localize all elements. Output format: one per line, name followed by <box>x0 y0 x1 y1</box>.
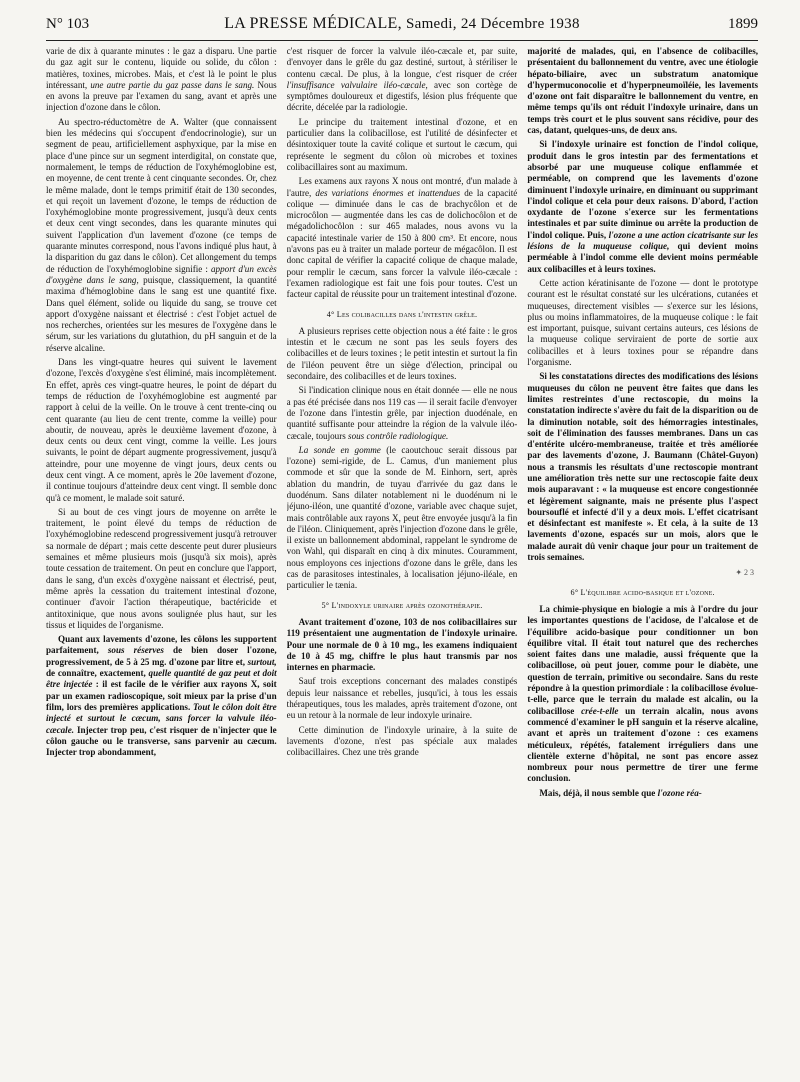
printer-mark: ✦ 2 3 <box>735 568 755 578</box>
section-heading: 6° L'équilibre acido-basique et l'ozone. <box>570 587 715 597</box>
issue-date: Samedi, 24 Décembre 1938 <box>405 16 580 32</box>
paragraph: La sonde en gomme (le caoutchouc serait dissous par l'ozone) semi-rigide, de L. Camus, d'un maniement plus commode et sûr que la sonde de M. Einhorn, sert, après ablation du mandrin, de tuyau d'arrivée du gaz dans le duodénum. Sans dilater notablement ni le duodénum ni le jéjuno-iléon, une quantité d'ozone, variable avec chaque sujet, mais contrôlable aux rayons X, peut être envoyée jusqu'à la fin de l'iléon. Cliniquement, après l'injection d'ozone dans le grêle, il existe un ballonnement abdominal, rappelant le syndrome de von Wahl, qui disparaît en cinq à dix minutes. Couramment, nous employons ces injections d'ozone dans le grêle, dans les cas de parasitoses intestinales, à localisation jéjuno-iléale, en particulier le tænia. <box>286 444 518 591</box>
paragraph: Cette diminution de l'indoxyle urinaire, à la suite de lavements d'ozone, n'est pas spéciale aux malades colibacillaires. Chez une très grande <box>286 724 518 758</box>
paragraph: Si les constatations directes des modifications des lésions muqueuses du côlon ne peuvent être faites que dans les limites restreintes d'une rectoscopie, du moins la constatation indirecte s'avère du fait de la disparition ou de la diminution notable, soit des hémorragies intestinales, soit de l'élimination des fausses membranes. Dans un cas d'entérite ulcéro-membraneuse, traitée et très améliorée par des lavements d'ozone, J. Baumann (Châtel-Guyon) nous a transmis les résultats d'une rectoscopie montrant une amélioration très nette sur une rectoscopie faite deux mois auparavant : « la muqueuse est encore congestionnée et légèrement saignante, mais ne présente plus l'aspect boursouflé et infecté d'il y a deux mois. L'effet cicatrisant et désinfectant est manifeste ». Et cela, à la suite de 13 lavements d'ozone, espacés sur un mois, alors que le malade aurait dû venir chaque jour pour un traitement de trois semaines. <box>527 371 759 563</box>
paragraph: Mais, déjà, il nous semble que l'ozone réa- <box>539 787 702 798</box>
paragraph: Au spectro-réductomètre de A. Walter (que connaissent bien les médecins qui s'occupent d'endocrinologie), sur un segment de peau, artificiellement asphyxique, par la mise en place d'une pince sur un segment interdigital, on constate que, normalement, le temps de réduction de l'oxyhémoglobine est, en moyenne, de cent trente à cent cinquante secondes. Or, chez le même malade, dont le temps primitif était de 130 secondes, et qui reçoit un lavement d'ozone, le temps de réduction de l'oxyhémoglobine monte progressivement, jusqu'à deux cents et deux cent vingt secondes, dans les quarante minutes qui suivent l'application d'un lavement d'ozone (ce temps de quarante minutes correspond, nous l'avons indiqué plus haut, à la disparition du gaz dans le côlon). Cet allongement du temps de réduction de l'oxyhémoglobine signifie : apport d'un excès d'oxygène dans le sang, puisque, classiquement, la quantité maxima d'hémoglobine dans le sang est une quantité fixe. Dans quel élément, solide ou liquide du sang, se trouve cet apport d'oxygène naissant et électrisé : c'est l'objet actuel de nos recherches, orientées sur les mesures de l'oxygène dans le sérum, sur les variations du glutathion, du pH sanguin et de la réserve alcaline. <box>46 116 277 353</box>
paragraph: Dans les vingt-quatre heures qui suivent le lavement d'ozone, l'excès d'oxygène s'est éliminé, mais incomplètement. En effet, après ces vingt-quatre heures, le point de départ du temps de réduction de l'oxyhémoglobine est augmenté par rapport à celui de la veille. On le trouve à cent trente-cinq ou cent quarante (au lieu de cent trente, comme la veille) pour aboutir, de nouveau, après le deuxième lavement d'ozone, à deux cents ou deux cent vingt, comme la veille. Les jours suivants, le point de départ augmente progressivement, jusqu'à atteindre, pour une moyenne de vingt jours, deux cents ou deux cent vingt. A ce moment, après le 20e lavement d'ozone, il continue toujours d'atteindre deux cent vingt. Il semble donc qu'à ce moment, le malade soit saturé. <box>46 357 277 503</box>
paragraph: A plusieurs reprises cette objection nous a été faite : le gros intestin et le cæcum ne sont pas les seuls foyers des colibacilles et de leurs toxines ; le petit intestin et surtout la fin de l'iléon peuvent être un siège d'élection, principal ou secondaire, des colibacilles et de leurs toxines. <box>286 325 518 382</box>
issue-number: N° 103 <box>46 16 90 32</box>
column-right <box>527 46 758 1066</box>
paragraph: Si l'indication clinique nous en était donnée — elle ne nous a pas été précisée dans nos 119 cas — il serait facile d'envoyer de l'ozone dans l'intestin grêle, par injection duodénale, en quantité suffisante pour atteindre la région de la valvule iléo-cæcale, toujours sous contrôle radiologique. <box>286 385 518 441</box>
page-header <box>46 14 758 41</box>
running-title <box>46 15 758 33</box>
paragraph: c'est risquer de forcer la valvule iléo-cæcale et, par suite, d'envoyer dans le grêle du gaz destiné, surtout, à stériliser le contenu cæcal. De plus, à la longue, c'est risquer de créer l'insuffisance valvulaire iléo-cæcale, avec son cortège de symptômes douloureux et digestifs, lésion plus fréquente que décrite, décelée par la radiologie. <box>286 46 518 113</box>
page-number: 1899 <box>728 16 758 32</box>
paragraph: Sauf trois exceptions concernant des malades constipés depuis leur naissance et rebelles, jusqu'ici, à tous les essais thérapeutiques, tous les malades, après traitement d'ozone, ont eu un retour à la normale de leur indoxyle urinaire. <box>286 676 518 721</box>
paragraph: Les examens aux rayons X nous ont montré, d'un malade à l'autre, des variations énormes et inattendues de la capacité colique — diminuée dans le cas de brachycôlon et de microcôlon — augmentée dans les cas de dolichocôlon et de mégadolichocôlon : sur 465 malades, nous avons vu la capacité intestinale varier de 150 à 800 cm³. Et encore, nous n'avons pas eu à traiter un malade porteur de mégacôlon. Il est donc capital de vérifier la capacité colique de chaque malade, pour remplir le cæcum, sans forcer la valvule iléo-cæcale : l'examen radiologique est fait une fois pour toutes. C'est un facteur capital de réussite pour un traitement intestinal d'ozone. <box>286 176 518 300</box>
article-body <box>46 46 758 1066</box>
paragraph: La chimie-physique en biologie a mis à l'ordre du jour les importantes questions de l'acidose, de l'alcalose et de l'équilibre acido-basique pour conditionner un bon équilibre vital. Il était tout naturel que des recherches soient faites dans une maladie, aussi fréquente que la colibacillose, où peut jouer, comme pour le diabète, une question de terrain, primitive ou secondaire. Sans du reste répondre à la question primordiale : la colibacillose évolue-t-elle, parce que le terrain du malade est alcalin, ou la colibacillose crée-t-elle un terrain alcalin, nous avons commencé d'examiner le pH sanguin et la réserve alcaline, avant et après un traitement d'ozone : ces examens méticuleux, répétés, fatalement irréguliers dans une clientèle externe d'hôpital, ne sont pas encore assez nombreux pour nous permettre de tirer une ferme conclusion. <box>527 603 759 784</box>
paragraph: majorité de malades, qui, en l'absence de colibacilles, présentaient du ballonnement du ventre, avec une étiologie hépato-biliaire, avec un substratum anatomique d'hypermuconocolie et d'hyperpneumoïléie, les lavements d'ozone ont fait disparaître le ballonnement du ventre, en même temps qu'ils ont réduit l'indoxyle urinaire, dans un temps très court et le plus souvent sans récidive, pour des cas, datant, quelques-uns, de deux ans. <box>527 46 759 136</box>
paragraph: Avant traitement d'ozone, 103 de nos colibacillaires sur 119 présentaient une augmentation de l'indoxyle urinaire. Pour une normale de 0 à 10 mg., les examens indiquaient de 10 à 45 mg, chiffre le plus haut transmis par nos internes en pharmacie. <box>286 616 518 673</box>
paragraph: Le principe du traitement intestinal d'ozone, et en particulier dans la colibacillose, est l'utilité de désinfecter et désintoxiquer toute la cavité colique et surtout le cæcum, qui représente le segment du côlon où microbes et toxines colibacillaires sont au maximum. <box>286 116 518 172</box>
paragraph: Cette action kératinisante de l'ozone — dont le prototype courant est le résultat constaté sur les ulcérations, cutanées et muqueuses, directement visibles — s'exerce sur les lésions, plus ou moins inflammatoires, de la muqueuse colique : le fait est important, puisque, suivant certains auteurs, ces lésions de la muqueuse colique serviraient de porte de sortie aux colibacilles et à leurs toxines pour se répandre dans l'organisme. <box>527 277 759 368</box>
publication-name: LA PRESSE MÉDICALE, <box>224 15 402 32</box>
paragraph: Quant aux lavements d'ozone, les côlons les supportent parfaitement, sous réserves de bien doser l'ozone, progressivement, de 5 à 25 mg. d'ozone par litre et, surtout, de connaître, exactement, quelle quantité de gaz peut et doit être injectée : il est facile de le vérifier aux rayons X, soit par un examen radioscopique, soit mieux par la prise d'un film, lors des premières applications. Tout le côlon doit être injecté et surtout le cæcum, sans forcer la valvule iléo-cæcale. Injecter trop peu, c'est risquer de n'injecter que le côlon gauche ou le transverse, sans parvenir au cæcum. Injecter trop abondamment, <box>46 634 277 758</box>
section-heading: 5° L'indoxyle urinaire après ozonothérapie. <box>321 600 483 610</box>
paragraph: Si au bout de ces vingt jours de moyenne on arrête le traitement, le point élevé du temps de réduction de l'oxyhémoglobine redescend progressivement jusqu'à retrouver sa normale de départ ; mais cette descente peut durer plusieurs semaines et même plusieurs mois (jusqu'à six mois), après toute cessation de traitement. On peut en conclure que l'apport, dans le sang, d'un excès d'oxygène naissant et électrisé, peut, même après la cessation du traitement intestinal d'ozone, continuer d'avoir l'action thérapeutique, bactéricide et antitoxinique, que nous avons soulignée plus haut, sur les tissus et liquides de l'organisme. <box>46 506 277 630</box>
section-heading: 4° Les colibacilles dans l'intestin grêle. <box>326 309 478 319</box>
column-left <box>46 46 277 1066</box>
paragraph: Si l'indoxyle urinaire est fonction de l'indol colique, produit dans le gros intestin par des fermentations et absorbé par une muqueuse colique enflammée et perméable, on comprend que les lavements d'ozone diminuent l'indoxyle urinaire, en diminuant ou supprimant l'indol colique et cela pour deux raisons. D'abord, l'action oxydante de l'ozone s'exerce sur les fermentations intestinales et par suite diminue ou arrête la production de l'indol colique. Puis, l'ozone a une action cicatrisante sur les lésions de la muqueuse colique, qui devient moins perméable à l'indol comme elle devient moins perméable aux colibacilles et à leurs toxines. <box>527 139 759 274</box>
paragraph: varie de dix à quarante minutes : le gaz a disparu. Une partie du gaz agit sur le contenu, liquide ou solide, du côlon : matières, toxines, microbes. Mais, et c'est là le point le plus intéressant, une autre partie du gaz passe dans le sang. Nous en avons la preuve par l'examen du sang, avant et après une injection d'ozone dans le côlon. <box>46 46 277 113</box>
column-middle <box>287 46 518 1066</box>
